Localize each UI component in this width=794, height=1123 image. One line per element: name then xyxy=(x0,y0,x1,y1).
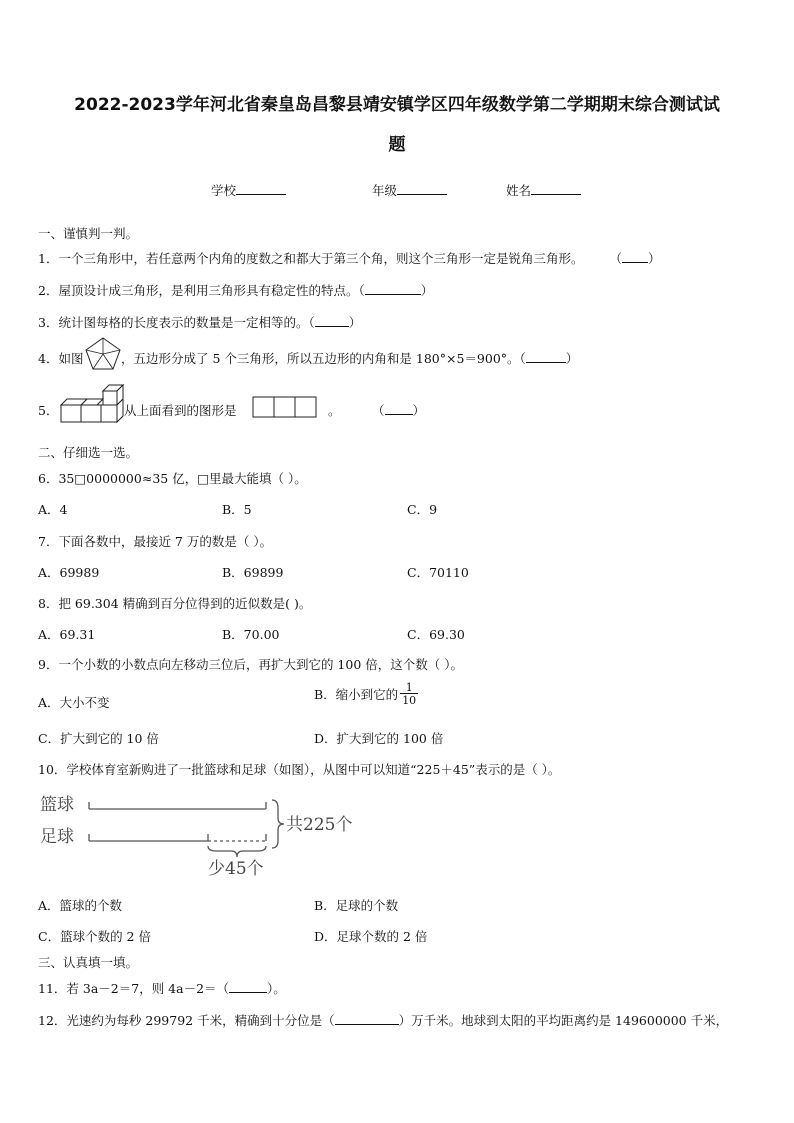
question-1-close: ） xyxy=(647,251,661,266)
section-heading-judge: 一、谨慎判一判。 xyxy=(38,226,139,241)
question-4-post: ，五边形分成了 5 个三角形，所以五边形的内角和是 180°×5＝900°。（ xyxy=(121,351,526,366)
question-10-option-a[interactable]: A．篮球的个数 xyxy=(38,898,123,913)
question-7-text: 7．下面各数中，最接近 7 万的数是（ ）。 xyxy=(38,534,273,549)
question-3-close: ） xyxy=(348,315,362,330)
question-6-option-b[interactable]: B．5 xyxy=(222,502,252,517)
question-7-option-a[interactable]: A．69989 xyxy=(38,565,100,580)
grade-label: 年级 xyxy=(372,183,398,198)
question-5-mid: 从上面看到的图形是 xyxy=(124,403,237,418)
question-8-text: 8．把 69.304 精确到百分位得到的近似数是( )。 xyxy=(38,596,312,611)
question-4 xyxy=(38,349,83,367)
question-4-body xyxy=(121,349,578,367)
question-2-text: 2．屋顶设计成三角形，是利用三角形具有稳定性的特点。（ xyxy=(38,283,365,298)
question-2-answer-blank[interactable] xyxy=(365,282,421,295)
question-9-text: 9．一个小数的小数点向左移动三位后，再扩大到它的 100 倍，这个数（ ）。 xyxy=(38,657,463,672)
question-9-option-d[interactable]: D．扩大到它的 100 倍 xyxy=(314,731,444,746)
question-3-answer-blank[interactable] xyxy=(315,314,349,327)
ball-comparison-diagram xyxy=(36,786,366,878)
pentagon-figure xyxy=(84,336,122,372)
fraction-one-tenth xyxy=(400,682,418,706)
question-9-option-a[interactable]: A．大小不变 xyxy=(38,695,110,710)
question-8-option-a[interactable]: A．69.31 xyxy=(38,627,96,642)
football-label: 足球 xyxy=(40,827,74,847)
question-10-option-d[interactable]: D．足球个数的 2 倍 xyxy=(314,929,428,944)
question-1-answer-blank[interactable] xyxy=(622,250,648,263)
fraction-denominator: 10 xyxy=(402,694,417,707)
question-5-close: ） xyxy=(412,403,426,418)
question-4-answer-blank[interactable] xyxy=(526,350,566,363)
school-field[interactable] xyxy=(211,181,286,199)
question-1-text: 1．一个三角形中，若任意两个内角的度数之和都大于第三个角，则这个三角形一定是锐角三角形。 xyxy=(38,251,584,266)
question-5-answer xyxy=(372,401,425,419)
question-8-option-c[interactable]: C．69.30 xyxy=(407,627,465,642)
school-blank[interactable] xyxy=(236,182,286,195)
question-11-close: ）。 xyxy=(267,981,286,996)
question-5-end: 。 xyxy=(328,403,341,418)
question-6-text: 6．35□0000000≈35 亿，□里最大能填（ ）。 xyxy=(38,471,307,486)
question-3-text: 3．统计图每格的长度表示的数量是一定相等的。（ xyxy=(38,315,315,330)
question-10-option-c[interactable]: C．篮球个数的 2 倍 xyxy=(38,929,151,944)
question-10-option-b[interactable]: B．足球的个数 xyxy=(314,898,399,913)
question-5-number: 5． xyxy=(38,403,59,418)
question-8-option-b[interactable]: B．70.00 xyxy=(222,627,280,642)
question-12-answer-blank[interactable] xyxy=(335,1012,399,1025)
question-3 xyxy=(38,313,361,331)
name-field[interactable] xyxy=(506,181,581,199)
basketball-label: 篮球 xyxy=(40,795,74,815)
question-9-option-b[interactable] xyxy=(314,682,418,706)
name-label: 姓名 xyxy=(506,183,532,198)
question-9-option-b-text: B．缩小到它的 xyxy=(314,687,399,702)
difference-label: 少45个 xyxy=(208,859,264,878)
question-12-pre: 12．光速约为每秒 299792 千米，精确到十分位是（ xyxy=(38,1013,335,1028)
question-1 xyxy=(38,249,660,267)
name-blank[interactable] xyxy=(531,182,581,195)
cube-stack-figure xyxy=(59,383,125,425)
question-6-option-a[interactable]: A．4 xyxy=(38,502,68,517)
question-2 xyxy=(38,281,433,299)
question-11 xyxy=(38,979,286,997)
question-12 xyxy=(38,1011,728,1029)
page-title-line1: 2022-2023学年河北省秦皇岛昌黎县靖安镇学区四年级数学第二学期期末综合测试试 xyxy=(74,95,720,115)
question-10-text: 10．学校体育室新购进了一批篮球和足球（如图），从图中可以知道“225＋45”表示的是（ ）。 xyxy=(38,762,561,777)
question-7-option-c[interactable]: C．70110 xyxy=(407,565,469,580)
grade-blank[interactable] xyxy=(397,182,447,195)
question-7-option-b[interactable]: B．69899 xyxy=(222,565,284,580)
question-4-pre: 4．如图 xyxy=(38,351,84,366)
total-label: 共225个 xyxy=(286,815,353,835)
top-view-figure xyxy=(252,396,318,418)
question-11-answer-blank[interactable] xyxy=(229,980,267,993)
section-heading-fill: 三、认真填一填。 xyxy=(38,955,139,970)
page-title-line2: 题 xyxy=(388,135,406,155)
question-1-open: （ xyxy=(609,251,622,266)
question-6-option-c[interactable]: C．9 xyxy=(407,502,438,517)
question-9-option-c[interactable]: C．扩大到它的 10 倍 xyxy=(38,731,159,746)
question-11-text: 11．若 3a－2＝7，则 4a－2＝（ xyxy=(38,981,230,996)
grade-field[interactable] xyxy=(372,181,447,199)
question-12-post: ）万千米。地球到太阳的平均距离约是 149600000 千米， xyxy=(398,1013,729,1028)
school-label: 学校 xyxy=(211,183,237,198)
question-2-close: ） xyxy=(420,283,434,298)
question-5-open: （ xyxy=(372,403,385,418)
fraction-numerator: 1 xyxy=(405,681,413,694)
section-heading-choose: 二、仔细选一选。 xyxy=(38,445,139,460)
question-5-answer-blank[interactable] xyxy=(385,402,413,415)
question-4-close: ） xyxy=(565,351,579,366)
